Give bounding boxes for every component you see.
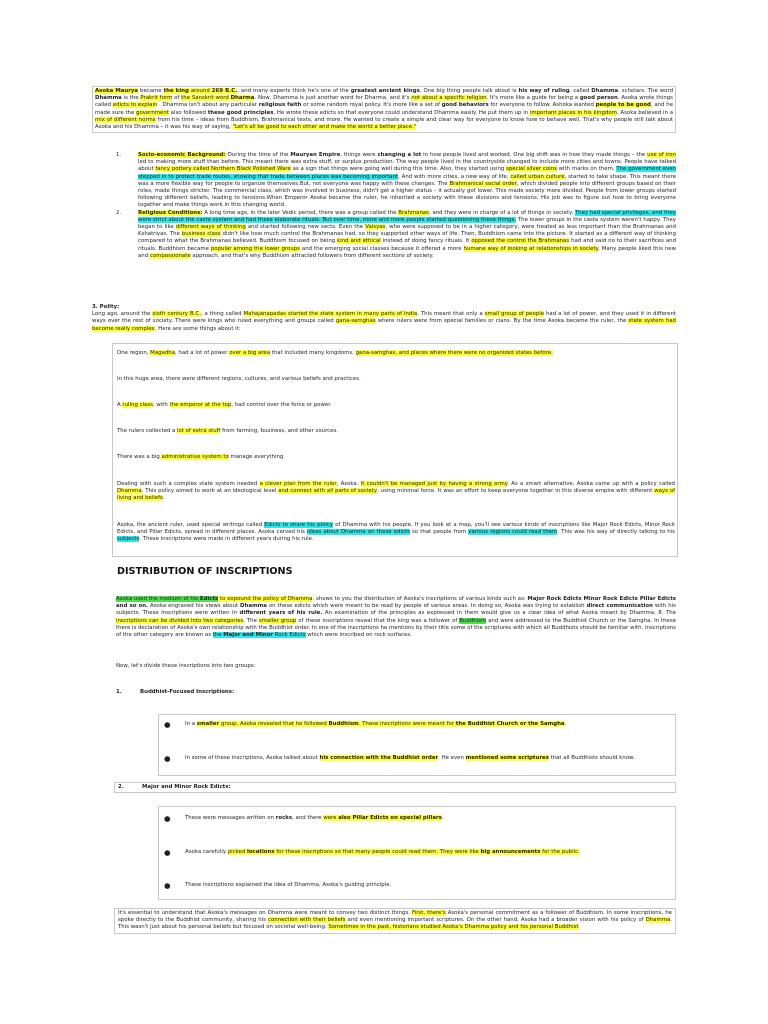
- text-run: .: [441, 815, 444, 821]
- text-run: First, there's: [412, 910, 446, 916]
- text-run: It's essential to understand that Asoka's messages on Dhamma were meant to convey two distinct things.: [118, 910, 413, 916]
- bullet-dot-icon: ●: [164, 814, 171, 823]
- text-run: Edicts: [199, 596, 219, 602]
- text-run: picked: [227, 849, 247, 855]
- text-run: group, Asoka revealed that he followed: [219, 721, 329, 727]
- distribution-title: DISTRIBUTION OF INSCRIPTIONS: [117, 566, 293, 577]
- text-run: locations: [247, 849, 275, 855]
- text-run: , a thing called: [200, 311, 244, 318]
- text-run: Dhamma: [240, 603, 267, 610]
- text-run: that included many kingdoms,: [270, 350, 356, 356]
- text-run: Brahmanical social order: [449, 180, 517, 187]
- text-run: from farming, business, and other sources.: [220, 428, 338, 434]
- text-run: . Asoka wrote things called: [95, 95, 673, 109]
- text-run: , had a lot of power: [175, 350, 230, 356]
- text-run: that all Buddhists should know.: [548, 755, 635, 761]
- text-run: of Dhamma with his people. If you look at a map, you'll see various kinds of inscriptions like Major Rock Edicts, Minor Rock Edicts, and Pillar Edicts, spread in different places. Asoka carved his: [117, 522, 675, 536]
- bullet-dot-icon: ●: [164, 881, 171, 890]
- text-run: Vaisyas: [365, 224, 386, 231]
- text-run: subjects: [117, 536, 140, 543]
- text-run: , Asoka.: [336, 481, 361, 487]
- group2-number: 2.: [118, 784, 124, 790]
- text-run: different ways of thinking: [175, 224, 246, 231]
- text-run: smaller: [196, 721, 220, 727]
- intro-paragraph: [92, 86, 676, 133]
- socio-economic-item: [92, 152, 676, 210]
- text-run: smaller group: [258, 617, 297, 624]
- item-number: 2.: [116, 209, 122, 216]
- text-run: as a sign that things were going well during this time. Also, they started using: [290, 166, 507, 173]
- text-run: . Here are some things about it:: [154, 325, 241, 332]
- polity-point-6: [117, 481, 675, 503]
- text-run: Dealing with such a complex state system needed: [117, 481, 260, 487]
- text-run: small group of people: [484, 311, 545, 318]
- text-run: gana-samghas: [335, 318, 376, 325]
- text-run: religious faith: [258, 102, 302, 109]
- text-run: In some of these inscriptions, Asoka talked about: [185, 755, 320, 761]
- text-run: Dhamma: [591, 88, 619, 94]
- text-run: , and many experts think he's one of the: [237, 88, 351, 94]
- background-section: [92, 152, 676, 260]
- text-run: and even mentioning important scriptures. On the other hand, Asoka had a broader vision with his policy of: [345, 917, 646, 924]
- text-run: for everyone to follow. Ashoka wanted: [488, 102, 596, 109]
- text-run: a clever plan from the ruler: [259, 481, 337, 487]
- text-run: Dhamma: [645, 917, 671, 924]
- text-run: or some random royal policy. It's more like a set of: [301, 102, 442, 109]
- text-run: the Buddhist Church or the Samgha: [455, 721, 565, 727]
- text-run: to expound the policy of Dhamma: [218, 596, 313, 602]
- text-run: were: [323, 815, 339, 821]
- text-run: administrative system to: [161, 454, 229, 460]
- text-run: important places in his kingdom: [529, 109, 617, 116]
- group1-heading: [116, 689, 234, 696]
- intro-text: [95, 88, 673, 131]
- text-run: edicts to explain: [112, 102, 158, 109]
- text-run: . scholars. The word: [618, 88, 673, 94]
- polity-text: [92, 311, 676, 333]
- text-run: Dhamma: [95, 95, 122, 102]
- text-run: . Asoka believed in a: [616, 109, 673, 116]
- polity-heading: 3. Polity:: [92, 304, 120, 310]
- text-run: had a lot of power, and they used it in different ways over the rest of society. There were kings who ruled everything and groups called: [92, 311, 676, 325]
- text-run: and the emerging social classes because it offered a more: [299, 245, 464, 252]
- text-run: manage everything.: [228, 454, 285, 460]
- text-run: his way of ruling: [518, 88, 570, 94]
- text-run: Sometimes in the past, historians studied Asoka's Dhamma policy and his personal Buddhist: [328, 924, 579, 931]
- text-run: good behaviors: [441, 102, 489, 109]
- bullet-text: [185, 815, 673, 822]
- text-run: Major and Minor: [223, 632, 273, 639]
- text-run: ruling class: [122, 402, 153, 408]
- text-run: state system had become really complex: [92, 318, 676, 332]
- text-run: "Let's all be good to each other and make the world a better place.": [232, 124, 417, 131]
- polity-point-5: [117, 454, 675, 461]
- divide-text: Now, let's divide these inscriptions into two groups:: [116, 663, 256, 669]
- text-run: , which divided people into different groups based on their roles, made things stricter. The commercial class, which was involved in business, didn't get a higher status – it actually got lower. This made society more divided. People from lower groups started following different beliefs, leading to tensions.When Emperor Asoka became the ruler, he inherited a society with these divisions and tensions. His job was to figure out how to bring everyone together and make things work in this changing world.: [138, 180, 676, 209]
- text-run: , had control over the force or power.: [231, 402, 332, 408]
- text-run: They had special privileges, and they were strict about the caste system and had these elaborate rituals. But over time, more and more people started questioning these things.: [138, 209, 676, 223]
- text-run: . These inscriptions were made in different years during his rule.: [139, 536, 314, 543]
- text-run: so that people from: [409, 529, 469, 536]
- text-run: where rulers were from special families or clans. By the time Asoka became the ruler, the: [375, 318, 629, 325]
- text-run: Buddhism: [328, 721, 359, 727]
- text-run: direct communication: [586, 603, 653, 610]
- text-run: and started following new sects. Even the: [245, 224, 366, 231]
- bullet-text: [185, 849, 673, 856]
- bullet-dot-icon: ●: [164, 754, 171, 763]
- text-run: sixth century B.C.: [152, 311, 201, 318]
- text-run: didn't like how much control the Brahmanas had, so they supported other ways of life. Then, Buddhism came into the picture. It started as a different way of thinking compared to what the Brahmanas believed. Buddhism focused on being: [138, 231, 677, 245]
- text-run: the emperor at the top: [169, 402, 232, 408]
- text-run: ideas about Dhamma on these edicts: [306, 529, 410, 536]
- text-run: . Many people liked this new and: [138, 245, 676, 259]
- text-run: Asoka carefully: [185, 849, 228, 855]
- text-run: . shows to you the distribution of Asoka's inscriptions of various kinds such as:: [312, 596, 528, 602]
- text-run: the Sanskrit word: [181, 95, 231, 102]
- text-run: good person: [579, 95, 618, 102]
- text-run: The rulers collected a: [117, 428, 178, 434]
- text-run: Dharma: [230, 95, 255, 102]
- text-run: compassionate: [149, 252, 191, 259]
- text-run: .: [564, 721, 567, 727]
- text-run: for the public.: [540, 849, 580, 855]
- text-run: over a big area: [229, 350, 271, 356]
- text-run: Magadha: [150, 350, 175, 356]
- text-run: led to making more stuff than before. This meant there was extra stuff, or surplus production. The way people lived in the countryside changed to include more cities and towns. People have talked about: [138, 159, 676, 173]
- item-number: 1.: [116, 152, 122, 158]
- text-run: his connection with the Buddhist order: [319, 755, 439, 761]
- final-paragraph: [114, 908, 676, 934]
- text-run: with his subjects. These inscriptions were written in: [116, 603, 676, 617]
- text-run: .: [162, 495, 165, 502]
- text-run: Long ago, around the: [92, 311, 153, 318]
- polity-point-2: [117, 376, 675, 383]
- text-run: Rock Edicts: [273, 632, 306, 639]
- text-run: . This was his way of directly talking to his: [557, 529, 675, 536]
- socio-economic-text: [138, 152, 676, 210]
- text-run: Asoka engraved his views about: [148, 603, 241, 610]
- text-run: kind and ethical: [337, 238, 381, 245]
- text-run: . This meant that only a: [417, 311, 485, 318]
- text-run: , things were: [340, 152, 378, 158]
- text-run: The lower groups in the caste system weren't happy. They began to like: [138, 216, 676, 231]
- text-run: Mahajanapadas started the state system in many parts of India: [243, 311, 418, 318]
- text-run: also followed: [168, 109, 208, 116]
- text-run: . One big thing people talk about is: [419, 88, 519, 94]
- text-run: various regions could read them: [468, 529, 558, 536]
- text-run: big announcements: [480, 849, 541, 855]
- bullet-dot-icon: ●: [164, 720, 171, 729]
- text-run: There was a big: [117, 454, 162, 460]
- text-run: An examination of the principles as expressed in them would give us a clear idea of what Asoka meant by Dhamma. 8. The: [322, 610, 676, 617]
- text-run: rocks: [275, 815, 293, 821]
- text-run: approach, and that's why Buddhism attracted followers from different sections of society.: [190, 252, 434, 259]
- polity-point-3: [117, 402, 675, 409]
- text-run: In a: [185, 721, 197, 727]
- religious-text: [138, 210, 676, 260]
- text-run: , and there: [292, 815, 324, 821]
- text-run: Mauryan Empire: [290, 152, 341, 158]
- text-run: and were addressed to the Buddhist Church or the Samgha. In these there is declaration of Asoka's own relationship with the Buddhist order. In one of the inscriptions he mentions by their title some of the scriptures with which all Buddhists should be familiar with. Inscriptions of the other category are known as: [116, 617, 676, 639]
- text-run: also Pillar Edicts on special pillars: [338, 815, 442, 821]
- text-run: In this huge area, there were different regions, cultures, and various beliefs and practices.: [117, 376, 361, 382]
- text-run: is the: [121, 95, 141, 102]
- polity-point-1: [117, 350, 675, 357]
- group2-title: Major and Minor Rock Edicts:: [142, 784, 231, 790]
- text-run: fancy pottery called Northern Black Polished Ware: [155, 166, 291, 173]
- text-run: Religious Conditions:: [138, 209, 203, 216]
- text-run: , called: [569, 88, 592, 94]
- text-run: connection with their beliefs: [267, 917, 346, 924]
- text-run: the king: [163, 88, 189, 94]
- text-run: business class: [181, 231, 221, 238]
- text-run: . The: [243, 617, 259, 624]
- text-run: became: [138, 88, 164, 94]
- text-run: Socio-economic Background:: [138, 152, 226, 158]
- text-run: , who were supposed to be in a higher category, were treated as less important than the Brahmanas and Kshatriyas. The: [138, 224, 676, 238]
- text-run: instead of doing fancy rituals. It: [380, 238, 472, 245]
- text-run: from his time – ideas from Buddhism, Brahmanical texts, and more. He wanted to create a simple and clear way for everyone to know how to behave well. That's why people still talk about Asoka and his Dhamma – it was his way of saying,: [95, 116, 673, 131]
- text-run: use of iron: [647, 152, 676, 158]
- text-run: Asoka used the medium of his: [116, 596, 200, 602]
- text-run: . He even: [438, 755, 466, 761]
- text-run: which were inscribed on rock surfaces.: [305, 632, 412, 639]
- bullet-text: [185, 882, 673, 889]
- text-run: , using minimal force. It was an effort to keep everyone together in this diverse empire with different: [377, 488, 655, 495]
- text-run: government: [136, 109, 169, 116]
- text-run: called urban culture: [510, 173, 565, 180]
- text-run: changing a lot: [377, 152, 422, 158]
- text-run: . This policy aimed to work at an ideological level: [141, 488, 279, 495]
- group1-bullets-box: [158, 714, 676, 776]
- text-run: . It's more like a guide for being a: [486, 95, 580, 102]
- text-run: people to be good: [595, 102, 651, 109]
- text-run: gana-samghas, and places where there were no organized states before.: [355, 350, 553, 356]
- text-run: . He wrote these edicts so that everyone could understand Dhamma easily. He put them up in: [273, 109, 530, 116]
- text-run: for these inscriptions so that many people could read them. They were like: [274, 849, 481, 855]
- text-run: with marks on them.: [556, 166, 617, 173]
- group2-bullets-box: [158, 806, 676, 900]
- polity-point-4: [117, 428, 675, 435]
- text-run: mix of different norms: [95, 116, 156, 123]
- text-run: , with: [152, 402, 170, 408]
- text-run: . This wasn't just about his personal beliefs but focused on societal well-being.: [118, 917, 672, 931]
- text-run: A: [117, 402, 123, 408]
- text-run: different years of his rule.: [239, 610, 323, 617]
- distribution-text: [116, 596, 676, 639]
- text-run: . These inscriptions were meant for: [358, 721, 456, 727]
- text-run: During the time of the: [225, 152, 291, 158]
- text-run: and connect with all parts of society: [278, 488, 378, 495]
- final-text: [118, 910, 672, 932]
- text-run: had and said no to their sacrifices and rituals. Buddhism became: [138, 238, 676, 252]
- text-run: Brahmanas: [398, 209, 429, 216]
- polity-points-box: [112, 343, 678, 557]
- text-run: popular among the lower groups: [210, 245, 300, 252]
- text-run: One region,: [117, 350, 151, 356]
- text-run: not about a specific religion: [411, 95, 487, 102]
- text-run: The government even stepped in to protect trade routes, showing that trade between places was becoming important: [138, 166, 676, 180]
- text-run: Dhamma: [117, 488, 142, 495]
- text-run: . As a smart alternative, Asoka came up with a policy called: [507, 481, 675, 487]
- text-run: A long time ago, in the later Vedic period, there was a group called the: [202, 209, 399, 216]
- text-run: the: [212, 632, 224, 639]
- text-run: These were messages written on: [185, 815, 276, 821]
- text-run: It couldn't be managed just by having a strong army: [360, 481, 508, 487]
- religious-item: [92, 210, 676, 260]
- polity-section: [92, 304, 676, 333]
- text-run: These inscriptions explained the idea of Dhamma, Asoka's guiding principle.: [185, 882, 392, 888]
- bullet-text: [185, 721, 673, 728]
- text-run: Edicts to share his policy: [264, 522, 333, 528]
- text-run: Asoka's personal commitment as a follower of Buddhism. In some inscriptions, he spoke directly to the Buddhist community, sharing his: [118, 910, 672, 924]
- bullet-dot-icon: ●: [164, 848, 171, 857]
- text-run: mentioned some scriptures: [465, 755, 549, 761]
- text-run: of: [172, 95, 182, 102]
- text-run: in how people lived and worked. One big shift was in how they made things – the: [421, 152, 648, 158]
- text-run: Asoka Maurya: [95, 88, 139, 94]
- text-run: humane way of looking at relationships in society: [463, 245, 599, 252]
- text-run: . Now, Dhamma is just another word for Dharma, and it's: [254, 95, 412, 102]
- text-run: special silver coins: [506, 166, 557, 173]
- text-run: ways of living and beliefs: [117, 488, 676, 502]
- text-run: Buddhism: [459, 617, 487, 624]
- text-run: 269 B.C.: [211, 88, 238, 94]
- text-run: inscriptions can be divided into two categories: [116, 617, 244, 624]
- group2-heading: [118, 784, 231, 791]
- text-run: Prakrit form: [140, 95, 173, 102]
- text-run: , and he made sure the: [95, 102, 674, 116]
- text-run: . And with more cities, a new way of life,: [398, 173, 511, 180]
- polity-point-7: [117, 522, 675, 544]
- group1-number: 1.: [116, 689, 122, 695]
- text-run: . Dhamma isn't about any particular: [157, 102, 259, 109]
- group1-title: Buddhist-Focused Inscriptions:: [140, 689, 235, 695]
- text-run: lot of extra stuff: [177, 428, 221, 434]
- text-run: these good principles: [207, 109, 274, 116]
- text-run: Major Rock Edicts Minor Rock Edicts Pillar Edicts and so on.: [116, 596, 676, 610]
- text-run: Asoka, the ancient ruler, used special writings called: [117, 522, 265, 528]
- text-run: opposed the control the Brahmanas: [471, 238, 570, 245]
- text-run: of these inscriptions reveal that the king was a follower of: [296, 617, 460, 624]
- text-run: , started to take shape. This meant there was a more flexible way for people to organize themselves.But, not everyone was happy with these changes. The: [138, 173, 677, 187]
- bullet-text: [185, 755, 673, 762]
- text-run: greatest ancient kings: [350, 88, 420, 94]
- text-run: on these edicts which were meant to be read by people of various areas. In doing so, Asoka was trying to establish: [266, 603, 587, 610]
- text-run: around: [188, 88, 212, 94]
- text-run: , and they were in charge of a lot of things in society.: [428, 209, 575, 216]
